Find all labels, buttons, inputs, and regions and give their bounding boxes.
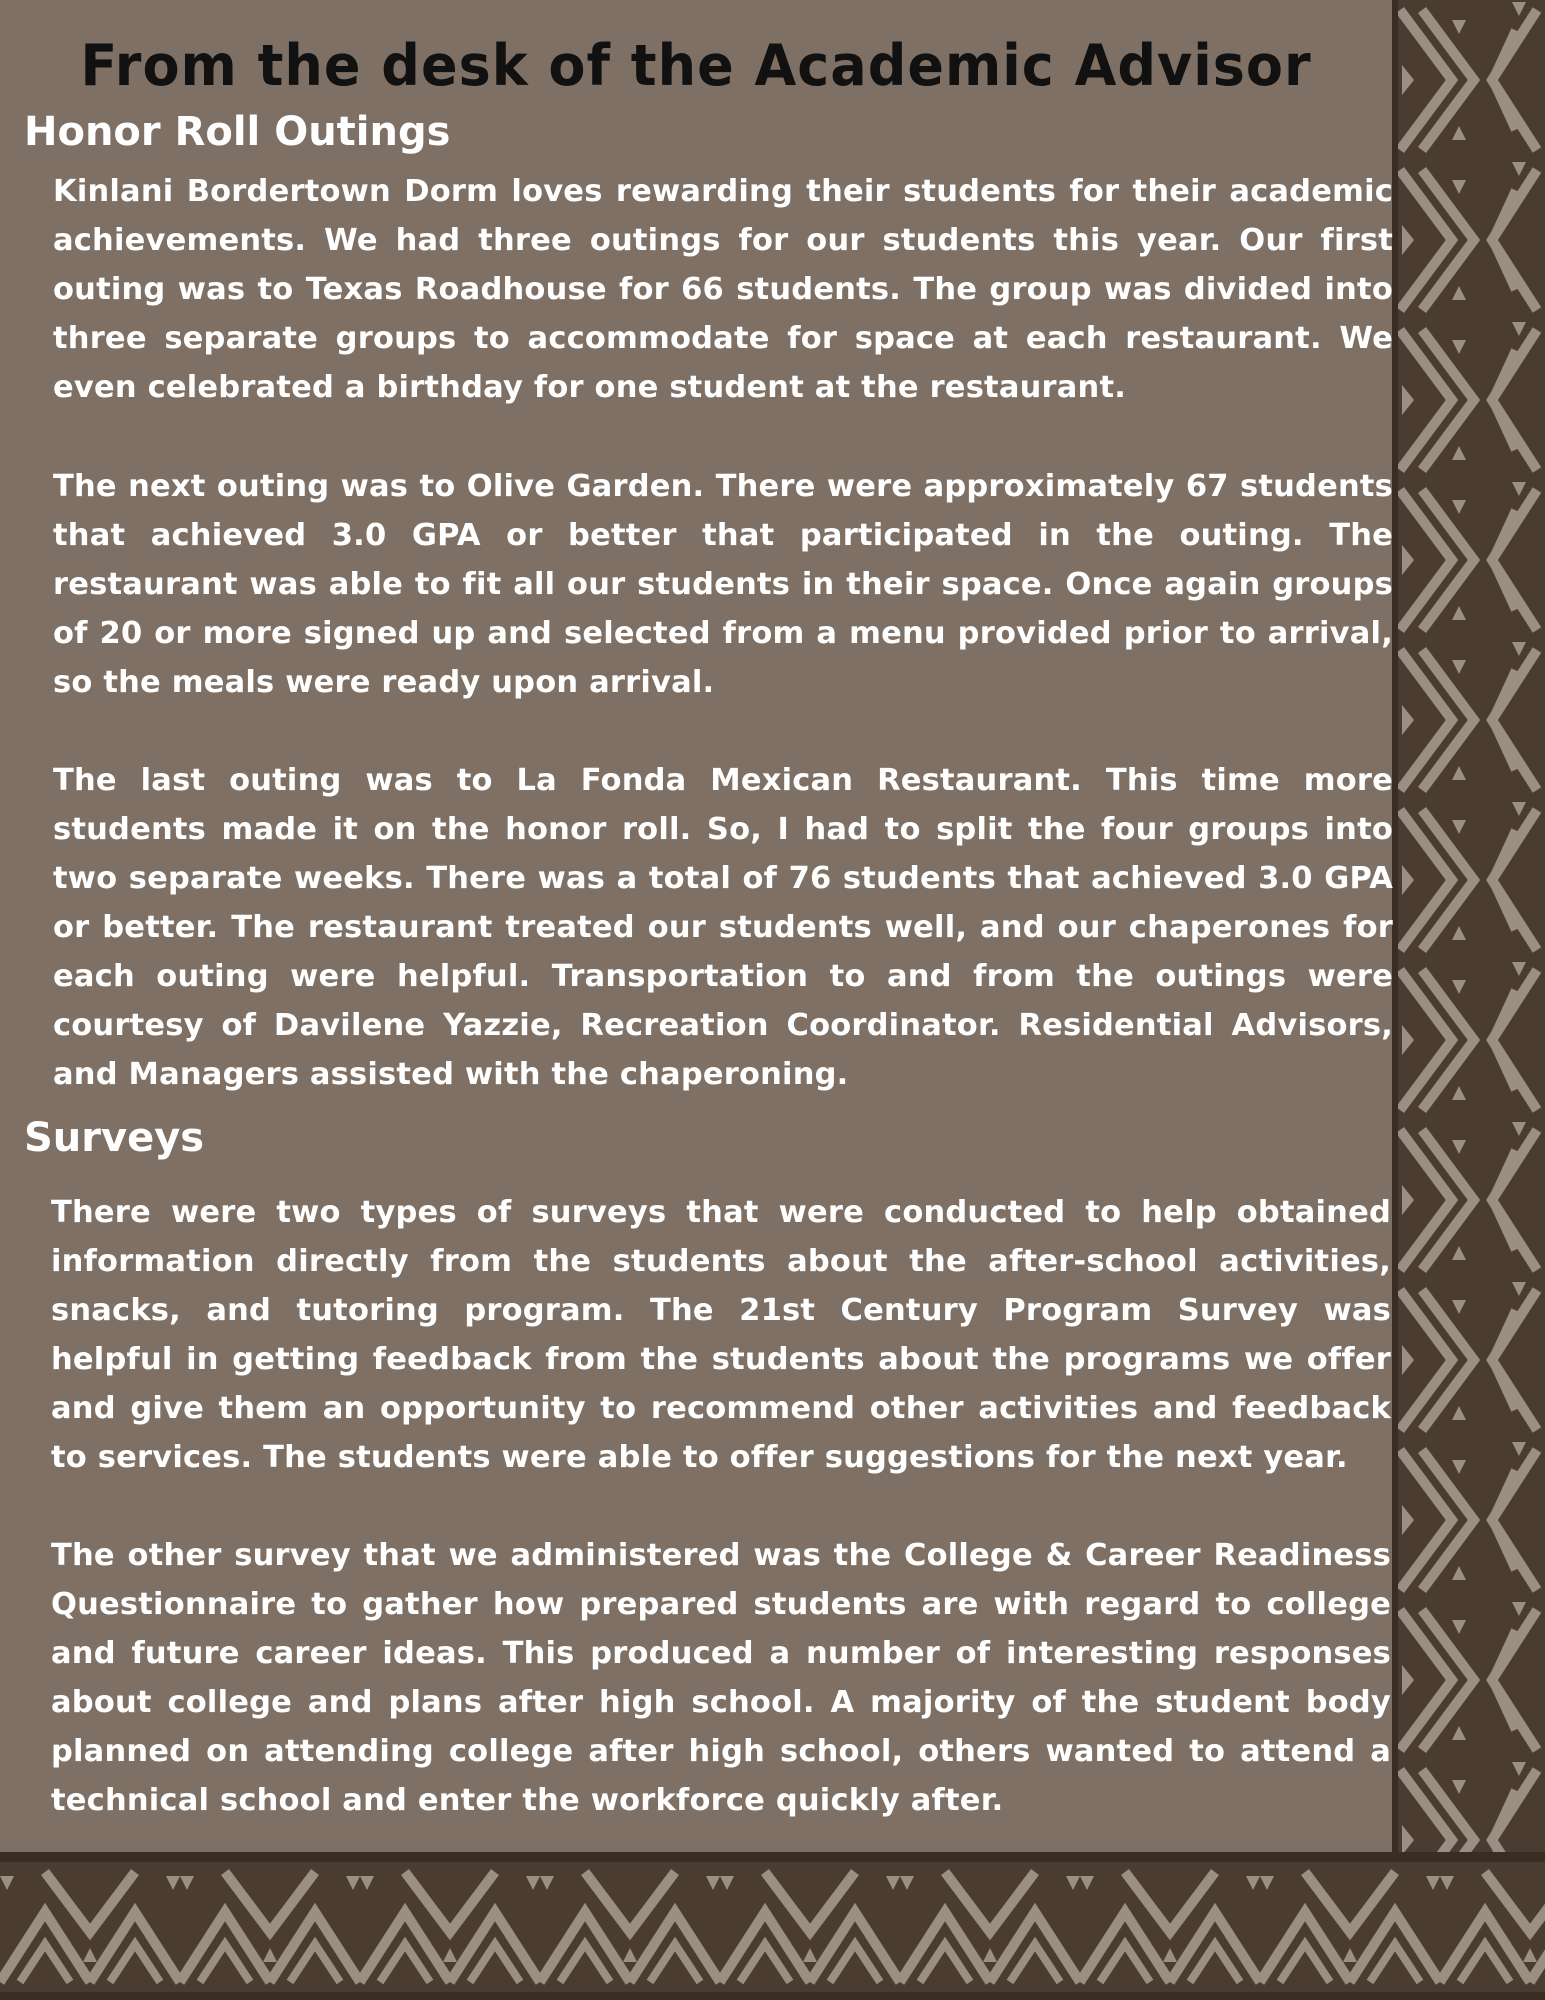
section-heading-honor-roll: Honor Roll Outings [24, 109, 451, 155]
honor-roll-paragraph-3: The last outing was to La Fonda Mexican Restaurant. This time more students made it on the honor roll. So, I had to split the four groups into two separate weeks. There was a total of 76 students that achieved 3.0 GPA or better. The restaurant treated our students well, and our chaperones for each outing were helpful. Transportation to and from the outings were courtesy of Davilene Yazzie, Recreation Coordinator. Residential Advisors, and Managers assisted with the chaperoning. [53, 763, 1393, 1092]
page-title: From the desk of the Academic Advisor [80, 32, 1312, 99]
surveys-paragraph-2: The other survey that we administered was the College & Career Readiness Questionnaire to gather how prepared students are with regard to college and future career ideas. This produced a number of interesting responses about college and plans after high school. A majority of the student body planned on attending college after high school, others wanted to attend a technical school and enter the workforce quickly after. [51, 1538, 1391, 1818]
honor-roll-paragraph-2: The next outing was to Olive Garden. There were approximately 67 students that achieved 3.0 GPA or better that participated in the outing. The restaurant was able to fit all our students in their space. Once again groups of 20 or more signed up and selected from a menu provided prior to arrival, so the meals were ready upon arrival. [53, 469, 1393, 700]
surveys-paragraph-1: There were two types of surveys that were conducted to help obtained information directly from the students about the after-school activities, snacks, and tutoring program. The 21st Century Program Survey was helpful in getting feedback from the students about the programs we offer and give them an opportunity to recommend other activities and feedback to services. The students were able to offer suggestions for the next year. [51, 1195, 1391, 1475]
bottom-pattern-border [0, 1852, 1545, 2000]
section-heading-surveys: Surveys [24, 1115, 205, 1161]
side-pattern-border [1392, 0, 1545, 1852]
honor-roll-paragraph-1: Kinlani Bordertown Dorm loves rewarding their students for their academic achievements. We had three outings for our students this year. Our first outing was to Texas Roadhouse for 66 students. The group was divided into three separate groups to accommodate for space at each restaurant. We even celebrated a birthday for one student at the restaurant. [53, 174, 1393, 405]
